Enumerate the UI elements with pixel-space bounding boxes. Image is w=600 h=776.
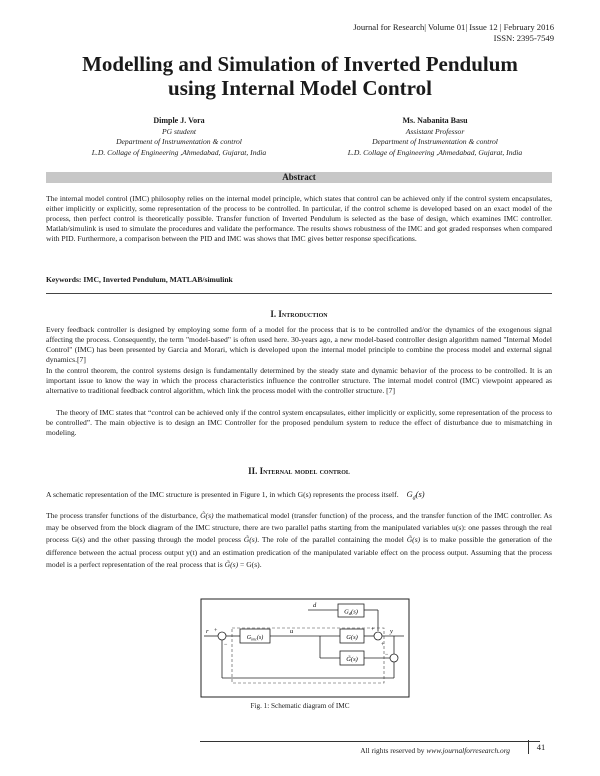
author-name: Dimple J. Vora bbox=[153, 116, 205, 125]
imc-p1-text: A schematic representation of the IMC structure is presented in Figure 1, in which G(s) represents the process itself. bbox=[46, 490, 399, 499]
section-heading-imc bbox=[46, 466, 552, 477]
author-affil: L.D. Collage of Engineering ,Ahmedabad, Gujarat, India bbox=[91, 147, 267, 157]
footer-rights bbox=[360, 746, 510, 755]
gtilde-math: G̃(s) bbox=[406, 535, 421, 545]
gimc-block-label: $G_{imc}(s)$ bbox=[246, 635, 264, 642]
author-dept: Department of Instrumentation & control bbox=[116, 137, 242, 147]
author-affil: L.D. Collage of Engineering ,Ahmedabad, Gujarat, India bbox=[347, 147, 523, 157]
sum-junction-3 bbox=[390, 654, 398, 662]
gtilde-block-label: G̃(s) bbox=[346, 656, 358, 663]
journal-header bbox=[353, 22, 554, 44]
paper-title bbox=[30, 52, 570, 100]
minus-sign: − bbox=[385, 652, 389, 658]
sum-junction-1 bbox=[218, 632, 226, 640]
keywords-value: IMC, Inverted Pendulum, MATLAB/simulink bbox=[83, 275, 233, 284]
abstract-heading: Abstract bbox=[46, 172, 552, 183]
gd-math: $G_d(s)$ bbox=[406, 489, 425, 502]
author-role: Assistant Professor bbox=[405, 126, 465, 136]
gtilde-math: G̃(s) bbox=[243, 535, 258, 545]
plus-sign: + bbox=[214, 628, 218, 634]
author-name: Ms. Nabanita Basu bbox=[402, 116, 468, 125]
title-line-1: Modelling and Simulation of Inverted Pendulum bbox=[82, 52, 518, 76]
intro-paragraph-3: The theory of IMC states that “control can be achieved only if the control system encapsulates, either implicitly or explicitly, some representation of the process to be controlled”. The main objective is to design an IMC Controller for the proposed pendulum system to reduce the effect of disturbance due to mismatching in modeling. bbox=[46, 408, 552, 438]
abstract-rule bbox=[46, 293, 552, 294]
gtilde-math: G̃(s) bbox=[200, 511, 214, 520]
imc-paragraph-1 bbox=[46, 489, 552, 504]
page-number: 41 bbox=[528, 740, 553, 754]
section-number: I. bbox=[270, 309, 277, 319]
section-title: Introduction bbox=[278, 309, 328, 319]
section-heading-introduction bbox=[46, 309, 552, 320]
sum-junction-2 bbox=[374, 632, 382, 640]
section-number: II. bbox=[248, 466, 258, 476]
gd-block-label: $G_d(s)$ bbox=[344, 608, 358, 616]
author-role: PG student bbox=[162, 126, 196, 136]
keywords bbox=[46, 275, 552, 285]
footer-site-link[interactable]: www.journalforresearch.org bbox=[426, 746, 510, 755]
imc-p2-e: = G(s). bbox=[240, 559, 262, 569]
u-label: u bbox=[290, 628, 294, 635]
abstract-text: The internal model control (IMC) philosophy relies on the internal model principle, which states that control can be achieved only if the control system encapsulates, either implicitly or explicitly, some representation of the process to be controlled. In particular, if the control scheme is developed based on an exact model of the process, then perfect control is theoretically possible. Transfer function of Inverted Pendulum is selected as the base of design, which examines IMC controller. Matlab/simulink is used to simulate the procedures and validate the performance. The results shows robustness of the IMC and got graded responses when compared with PID. Furthermore, a comparison between the PID and IMC was shows that IMC gives better response specifications. bbox=[46, 194, 552, 244]
intro-paragraph-1: Every feedback controller is designed by employing some form of a model for the process that is to be controlled and/or the dynamics of the exogenous signal affecting the process. Consequently, the term "model-based" is often used here. 30-years ago, a new model-based controller design algorithm named "Internal Model Control" (IMC) has been presented by Garcia and Morari, which is developed upon the internal model principle to combine the process model and external signal dynamics.[7] bbox=[46, 325, 552, 365]
issn: ISSN: 2395-7549 bbox=[493, 33, 554, 43]
minus-sign: − bbox=[224, 642, 228, 648]
g-block-label: G(s) bbox=[346, 634, 358, 641]
footer-rights-prefix: All rights reserved by bbox=[360, 746, 425, 755]
journal-line: Journal for Research| Volume 01| Issue 12 | February 2016 bbox=[353, 22, 554, 32]
author-dept: Department of Instrumentation & control bbox=[372, 137, 498, 147]
r-label: r bbox=[206, 628, 209, 635]
imc-p2-a: The process transfer functions of the disturbance, bbox=[46, 511, 198, 520]
author-1 bbox=[44, 116, 314, 158]
footer-rule bbox=[200, 741, 540, 742]
imc-p2-b: the mathematical model (transfer function) of the process, and the transfer function of the IMC controller. As may be observed from the block diagram of the IMC structure, there are two parallel paths starting from the manipulated variables u(s): one passes through the real process G(s) and the other passing through the model process bbox=[46, 511, 552, 545]
imc-block-diagram bbox=[200, 598, 410, 698]
imc-paragraph-2 bbox=[46, 510, 552, 571]
imc-p2-c: . The role of the parallel containing the model bbox=[257, 535, 404, 545]
plus-sign: + bbox=[371, 627, 375, 633]
title-line-2: using Internal Model Control bbox=[168, 76, 432, 100]
imc-p2-d: is to make possible the generation of the difference between the actual process output y(t) and an estimation predication of the manipulated variable effect on the process output. Assuming that the process model is a perfect representation of the real process that is bbox=[46, 535, 552, 569]
intro-paragraph-2: In the control theorem, the control systems design is fundamentally determined by the steady state and dynamic behavior of the process to be controlled. It is an important issue to know the way in which the process characteristics influence the controller structure. The internal model control (IMC) viewpoint appeared as alternative to traditional feedback control algorithm, which link the process model with the controller structure. [7] bbox=[46, 366, 552, 396]
figure-caption: Fig. 1: Schematic diagram of IMC bbox=[250, 702, 350, 710]
plus-sign: + bbox=[381, 642, 385, 648]
d-label: d bbox=[313, 602, 317, 609]
author-2 bbox=[300, 116, 570, 158]
section-title: Internal model control bbox=[259, 466, 350, 476]
keywords-label: Keywords: bbox=[46, 275, 82, 284]
gtilde-math: G̃(s) bbox=[224, 559, 239, 569]
y-label: y bbox=[390, 628, 393, 635]
